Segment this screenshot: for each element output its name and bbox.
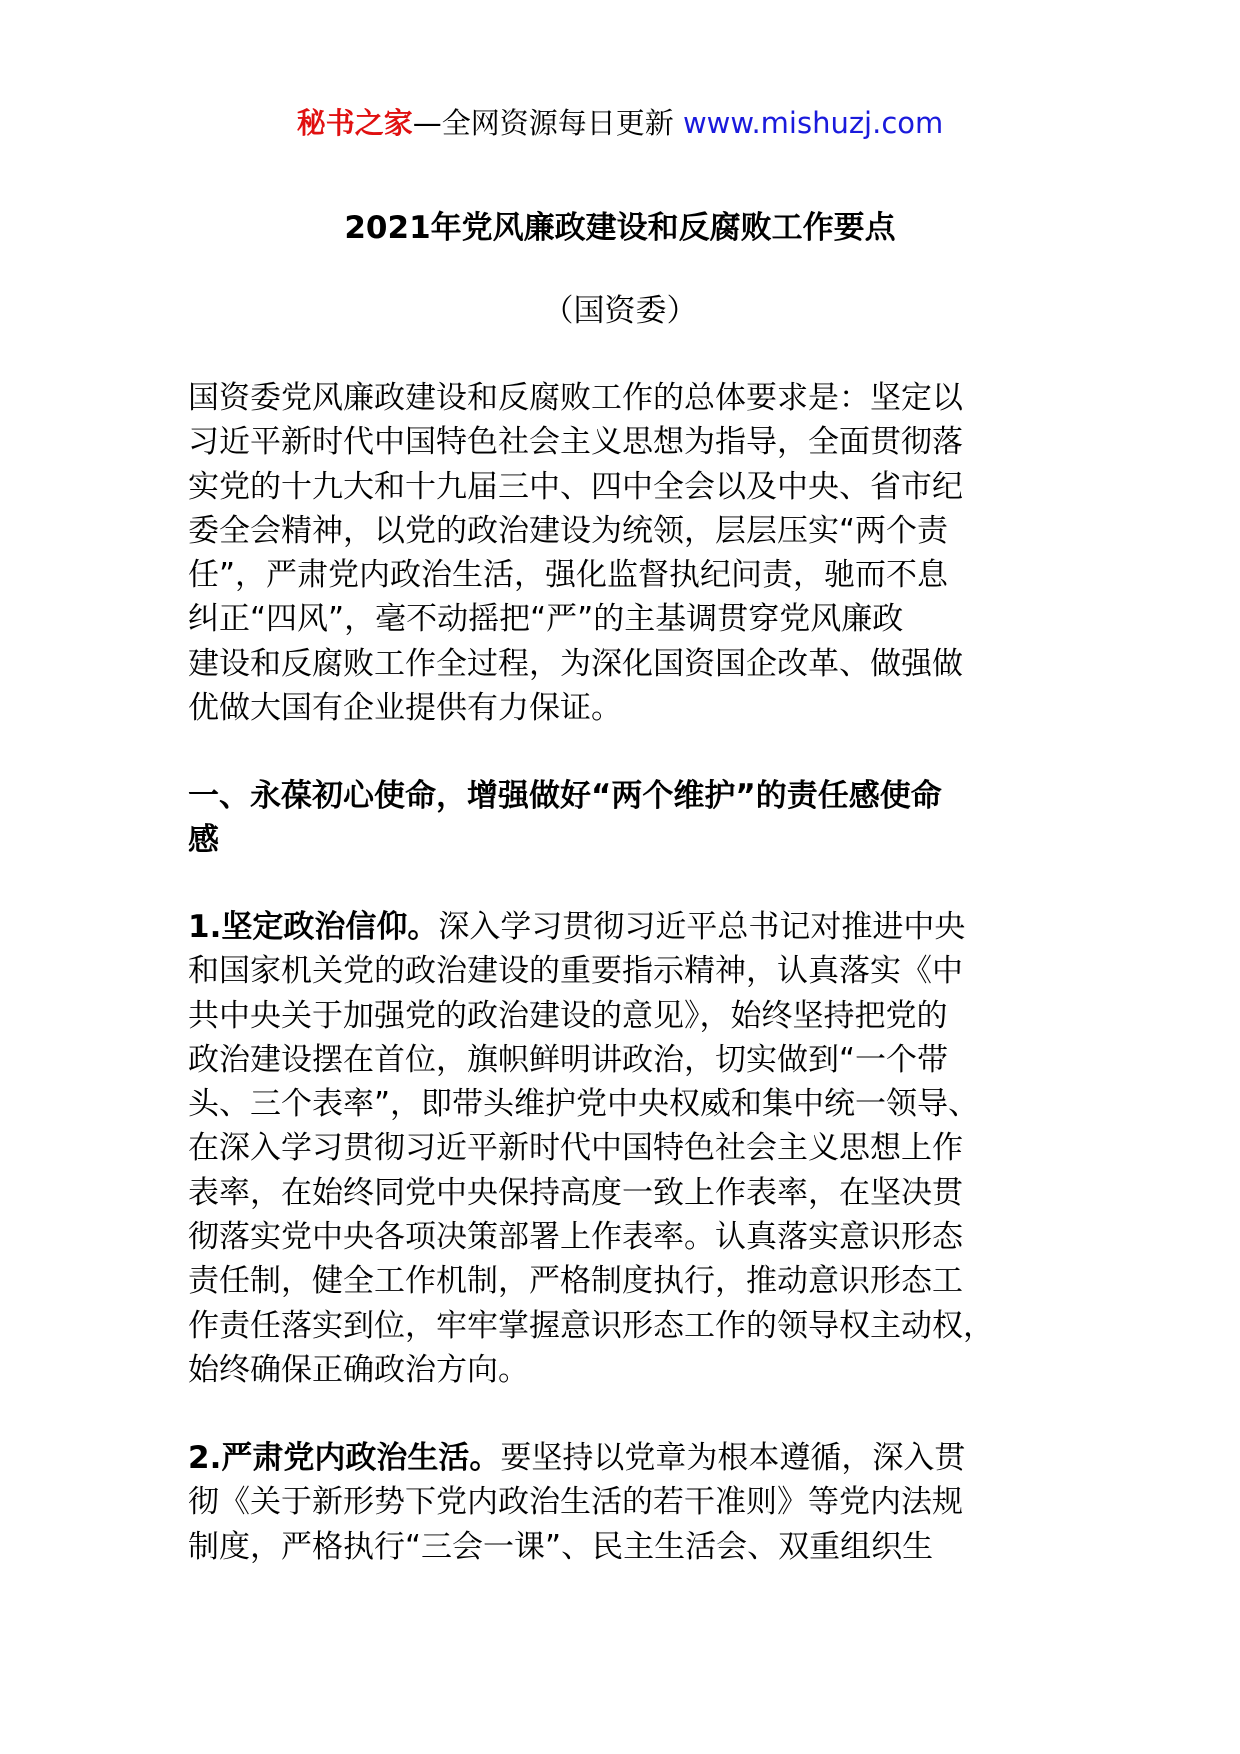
heading-line: 感 — [188, 822, 219, 859]
paragraph-line: 彻落实党中央各项决策部署上作表率。认真落实意识形态 — [188, 1219, 963, 1256]
paragraph-line: 纠正“四风”，毫不动摇把“严”的主基调贯穿党风廉政 — [188, 601, 904, 638]
paragraph-line: 共中央关于加强党的政治建设的意见》，始终坚持把党的 — [188, 997, 948, 1034]
paragraph-line: 委全会精神，以党的政治建设为统领，层层压实“两个责 — [188, 512, 949, 549]
item-1-label: 1.坚定政治信仰。 — [188, 909, 439, 945]
paragraph-line — [188, 905, 1068, 949]
header-tagline: —全网资源每日更新 — [412, 106, 683, 140]
item-2-label: 2.严肃党内政治生活。 — [188, 1440, 501, 1476]
brand-name: 秘书之家 — [296, 106, 413, 140]
paragraph-line: 彻《关于新形势下党内政治生活的若干准则》等党内法规 — [188, 1484, 963, 1521]
paragraph-line: 制度，严格执行“三会一课”、民主生活会、双重组织生 — [188, 1528, 934, 1565]
paragraph-line: 头、三个表率”，即带头维护党中央权威和集中统一领导、 — [188, 1086, 980, 1123]
paragraph-line: 作责任落实到位，牢牢掌握意识形态工作的领导权主动权， — [188, 1307, 994, 1344]
paragraph-line: 和国家机关党的政治建设的重要指示精神，认真落实《中 — [188, 953, 963, 990]
paragraph-line: 表率，在始终同党中央保持高度一致上作表率，在坚决贯 — [188, 1174, 963, 1211]
site-url-link[interactable]: www.mishuzj.com — [682, 106, 944, 140]
paragraph-line: 实党的十九大和十九届三中、四中全会以及中央、省市纪 — [188, 468, 963, 505]
lead-paragraph — [188, 376, 1068, 730]
document-subtitle: （国资委） — [542, 293, 698, 329]
paragraph-line: 国资委党风廉政建设和反腐败工作的总体要求是：坚定以 — [188, 380, 963, 416]
paragraph-line: 建设和反腐败工作全过程，为深化国资国企改革、做强做 — [188, 645, 963, 682]
item-2-first-line-text: 要坚持以党章为根本遵循，深入贯 — [500, 1440, 966, 1476]
section-heading — [188, 774, 1068, 863]
paragraph-line: 政治建设摆在首位，旗帜鲜明讲政治，切实做到“一个带 — [188, 1041, 949, 1078]
site-header — [0, 103, 1240, 143]
paragraph-line: 优做大国有企业提供有力保证。 — [188, 690, 622, 727]
paragraph-line — [188, 1436, 1068, 1480]
document-title: 2021年党风廉政建设和反腐败工作要点 — [344, 210, 896, 246]
paragraph-line: 责任制，健全工作机制，严格制度执行，推动意识形态工 — [188, 1263, 963, 1300]
item-1-first-line-text: 深入学习贯彻习近平总书记对推进中央 — [438, 909, 966, 945]
paragraph-line: 任”，严肃党内政治生活，强化监督执纪问责，驰而不息 — [188, 557, 949, 594]
heading-line: 一、永葆初心使命，增强做好“两个维护”的责任感使命 — [188, 778, 942, 814]
paragraph-line: 始终确保正确政治方向。 — [188, 1351, 529, 1388]
paragraph-line: 习近平新时代中国特色社会主义思想为指导，全面贯彻落 — [188, 424, 963, 461]
paragraph-line: 在深入学习贯彻习近平新时代中国特色社会主义思想上作 — [188, 1130, 963, 1167]
item-2-paragraph — [188, 1436, 1068, 1569]
item-1-paragraph — [188, 905, 1068, 1392]
